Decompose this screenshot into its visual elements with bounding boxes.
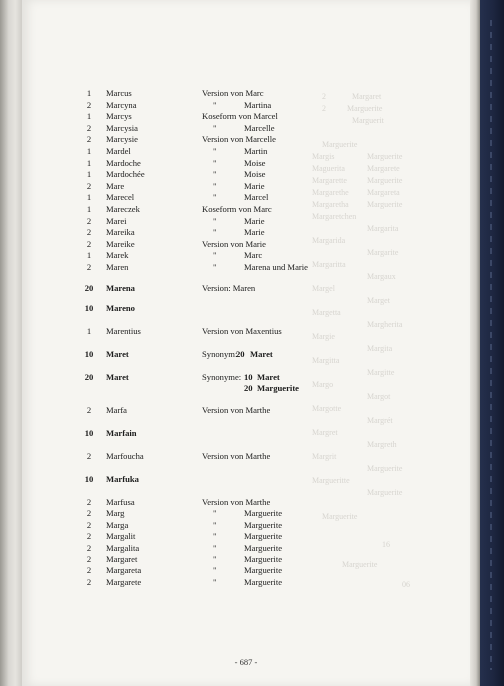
- entry-row: [22, 451, 470, 463]
- entry-name: Marfuka: [106, 474, 139, 484]
- entry-row: [22, 239, 470, 251]
- entry-count: 2: [86, 405, 92, 415]
- entry-name: Marcyna: [106, 99, 137, 110]
- entry-name: Marcus: [106, 88, 132, 98]
- entry-row: [22, 543, 470, 555]
- entry-row: [22, 146, 470, 158]
- entry-row-continuation: [22, 383, 470, 395]
- entry-name: Marfusa: [106, 497, 135, 507]
- ditto-mark: ": [213, 157, 217, 168]
- entry-count: 2: [86, 531, 92, 542]
- entry-name: Mardel: [106, 146, 131, 156]
- entry-target: Marguerite: [244, 508, 283, 519]
- entry-row: [22, 497, 470, 509]
- entry-name: Marek: [106, 250, 129, 261]
- entry-row: [22, 577, 470, 589]
- entry-row: [22, 326, 470, 338]
- entry-description: Version von Marie: [202, 238, 266, 249]
- entry-description: Version von Marthe: [202, 451, 271, 461]
- entry-row: [22, 181, 470, 193]
- entry-description: Version von Marthe: [202, 497, 271, 507]
- entry-count: 2: [86, 180, 92, 191]
- entry-name: Mareno: [106, 303, 135, 313]
- entry-target: Marguerite: [244, 531, 283, 542]
- ditto-mark: ": [213, 146, 217, 156]
- entry-target: Marc: [244, 250, 263, 261]
- entry-target: Marie: [244, 215, 265, 226]
- entry-name: Marfa: [106, 405, 127, 415]
- entry-target: Marie: [244, 227, 265, 238]
- ditto-mark: ": [213, 227, 217, 238]
- entry-name: Mareika: [106, 227, 135, 238]
- ditto-mark: ": [213, 519, 217, 530]
- synonym-name: Marguerite: [257, 383, 299, 393]
- ditto-mark: ": [213, 122, 217, 133]
- entry-count: 10: [84, 349, 94, 359]
- ditto-mark: ": [213, 554, 217, 564]
- entry-row: [22, 192, 470, 204]
- entry-row: [22, 250, 470, 262]
- entry-count: 2: [86, 554, 92, 564]
- entry-target: Moise: [244, 157, 266, 168]
- ditto-mark: ": [213, 192, 217, 203]
- entry-name: Mardochée: [106, 169, 145, 180]
- synonym-count: 20: [236, 349, 245, 359]
- entry-row: [22, 262, 470, 274]
- entry-row: [22, 428, 470, 440]
- book-page: [22, 0, 470, 686]
- entry-row: [22, 204, 470, 216]
- entry-count: 2: [86, 122, 92, 133]
- entry-target: Marguerite: [244, 565, 283, 576]
- entry-row: [22, 405, 470, 417]
- entry-name: Mardoche: [106, 157, 141, 168]
- entry-count: 20: [84, 372, 94, 382]
- ditto-mark: ": [213, 542, 217, 553]
- ditto-mark: ": [213, 531, 217, 542]
- entry-row: [22, 520, 470, 532]
- entry-name: Mare: [106, 180, 125, 191]
- entry-row: [22, 283, 470, 295]
- ditto-mark: ": [213, 565, 217, 576]
- entry-count: 1: [86, 157, 92, 168]
- synonym-name: Maret: [250, 349, 273, 359]
- entry-description: Version von Marc: [202, 88, 264, 98]
- entry-row: [22, 100, 470, 112]
- left-page-stack: [0, 0, 22, 686]
- entry-row: [22, 531, 470, 543]
- entry-description: Version von Marcelle: [202, 134, 276, 145]
- entry-name: Marfoucha: [106, 451, 144, 461]
- entry-target: Martin: [244, 146, 268, 156]
- entry-name: Marfain: [106, 428, 137, 438]
- entry-name: Margarete: [106, 576, 142, 587]
- ditto-mark: ": [213, 169, 217, 180]
- entry-name: Mareike: [106, 238, 135, 249]
- entry-name: Margareta: [106, 565, 142, 576]
- entry-count: 2: [86, 227, 92, 238]
- entry-count: 10: [84, 428, 94, 438]
- entry-count: 1: [86, 146, 92, 156]
- entry-name: Maret: [106, 372, 129, 382]
- entry-target: Marguerite: [244, 542, 283, 553]
- entry-row: [22, 216, 470, 228]
- synonym-count: 20: [244, 383, 253, 393]
- entry-name: Marei: [106, 215, 127, 226]
- entry-count: 2: [86, 508, 92, 519]
- bleed-through: 2 Margaret 2 Marguerite Marguerit Marguerite Margis Marguerite Maguerita Margarete Margarette Marguerite Margarethe Margareta Margaretha Marguerite Margaretchen Margarita Margarida Margarite Margaritta Margaux Margel Marget Margetta Margherita Margie Margita Margitta Margitte Margo Margot Margotte Margrét Margret Margreth Margrit Marguerite Margueritte Marguerite Marguerite 16 Marguerite 06: [312, 92, 410, 589]
- entry-description: Koseform von Marc: [202, 204, 272, 214]
- entry-description: Version von Maxentius: [202, 326, 282, 336]
- ditto-mark: ": [213, 250, 217, 261]
- entry-target: Moise: [244, 169, 266, 180]
- entry-name: Margalit: [106, 531, 136, 542]
- ditto-mark: ": [213, 99, 217, 110]
- entry-count: 2: [86, 576, 92, 587]
- entry-count: 1: [86, 250, 92, 261]
- synonym-name: Maret: [257, 372, 280, 382]
- ditto-mark: ": [213, 215, 217, 226]
- right-page-edge: [470, 0, 480, 686]
- entry-count: 2: [86, 262, 92, 272]
- entry-count: 10: [84, 474, 94, 484]
- ditto-mark: ": [213, 508, 217, 519]
- entry-row: [22, 554, 470, 566]
- synonym-count: 10: [244, 372, 253, 382]
- entry-name: Marga: [106, 519, 129, 530]
- entry-name: Mareczek: [106, 204, 140, 214]
- entry-row: [22, 349, 470, 361]
- entry-count: 1: [86, 88, 92, 98]
- entry-count: 1: [86, 192, 92, 203]
- entry-count: 2: [86, 99, 92, 110]
- entry-target: Marguerite: [244, 576, 283, 587]
- entry-row: [22, 169, 470, 181]
- entry-count: 1: [86, 169, 92, 180]
- entry-count: 2: [86, 238, 92, 249]
- entry-row: [22, 227, 470, 239]
- entry-count: 1: [86, 111, 92, 122]
- entry-count: 1: [86, 204, 92, 214]
- entry-target: Martina: [244, 99, 272, 110]
- entry-row: [22, 508, 470, 520]
- entry-count: 10: [84, 303, 94, 313]
- entry-name: Marena: [106, 283, 135, 293]
- entry-name: Marcysia: [106, 122, 138, 133]
- entry-name: Marcysie: [106, 134, 138, 145]
- entry-row: [22, 123, 470, 135]
- entry-row: [22, 474, 470, 486]
- entry-count: 2: [86, 565, 92, 576]
- entry-name: Marcys: [106, 111, 132, 122]
- entry-row: [22, 134, 470, 146]
- entry-target: Marcel: [244, 192, 269, 203]
- page-number: - 687 -: [234, 657, 258, 667]
- entry-row: [22, 158, 470, 170]
- entry-target: Marguerite: [244, 554, 283, 564]
- entry-name: Margaret: [106, 554, 138, 564]
- entry-name: Marg: [106, 508, 125, 519]
- entry-description: Koseform von Marcel: [202, 111, 278, 122]
- entry-name: Marentius: [106, 326, 141, 336]
- entry-count: 2: [86, 134, 92, 145]
- entry-row: [22, 88, 470, 100]
- entry-name: Maret: [106, 349, 129, 359]
- entry-count: 2: [86, 542, 92, 553]
- entry-count: 20: [84, 283, 94, 293]
- book-cover: [480, 0, 504, 686]
- entry-target: Marie: [244, 180, 265, 191]
- entry-description: Synonym:: [202, 349, 238, 359]
- entry-name: Maren: [106, 262, 129, 272]
- entry-target: Marena und Marie: [244, 262, 308, 272]
- entry-count: 2: [86, 215, 92, 226]
- entry-row: [22, 111, 470, 123]
- ditto-mark: ": [213, 180, 217, 191]
- ditto-mark: ": [213, 576, 217, 587]
- ditto-mark: ": [213, 262, 217, 272]
- cover-stitching: [490, 20, 492, 670]
- entry-name: Margalita: [106, 542, 140, 553]
- entry-count: 2: [86, 497, 92, 507]
- entry-name: Marecel: [106, 192, 135, 203]
- entry-description: Version von Marthe: [202, 405, 271, 415]
- entry-count: 1: [86, 326, 92, 336]
- entry-description: Version: Maren: [202, 283, 256, 293]
- entry-row: [22, 565, 470, 577]
- entry-target: Marguerite: [244, 519, 283, 530]
- entry-description: Synonyme:: [202, 372, 242, 382]
- entry-count: 2: [86, 451, 92, 461]
- entry-count: 2: [86, 519, 92, 530]
- entry-target: Marcelle: [244, 122, 275, 133]
- entry-row: [22, 303, 470, 315]
